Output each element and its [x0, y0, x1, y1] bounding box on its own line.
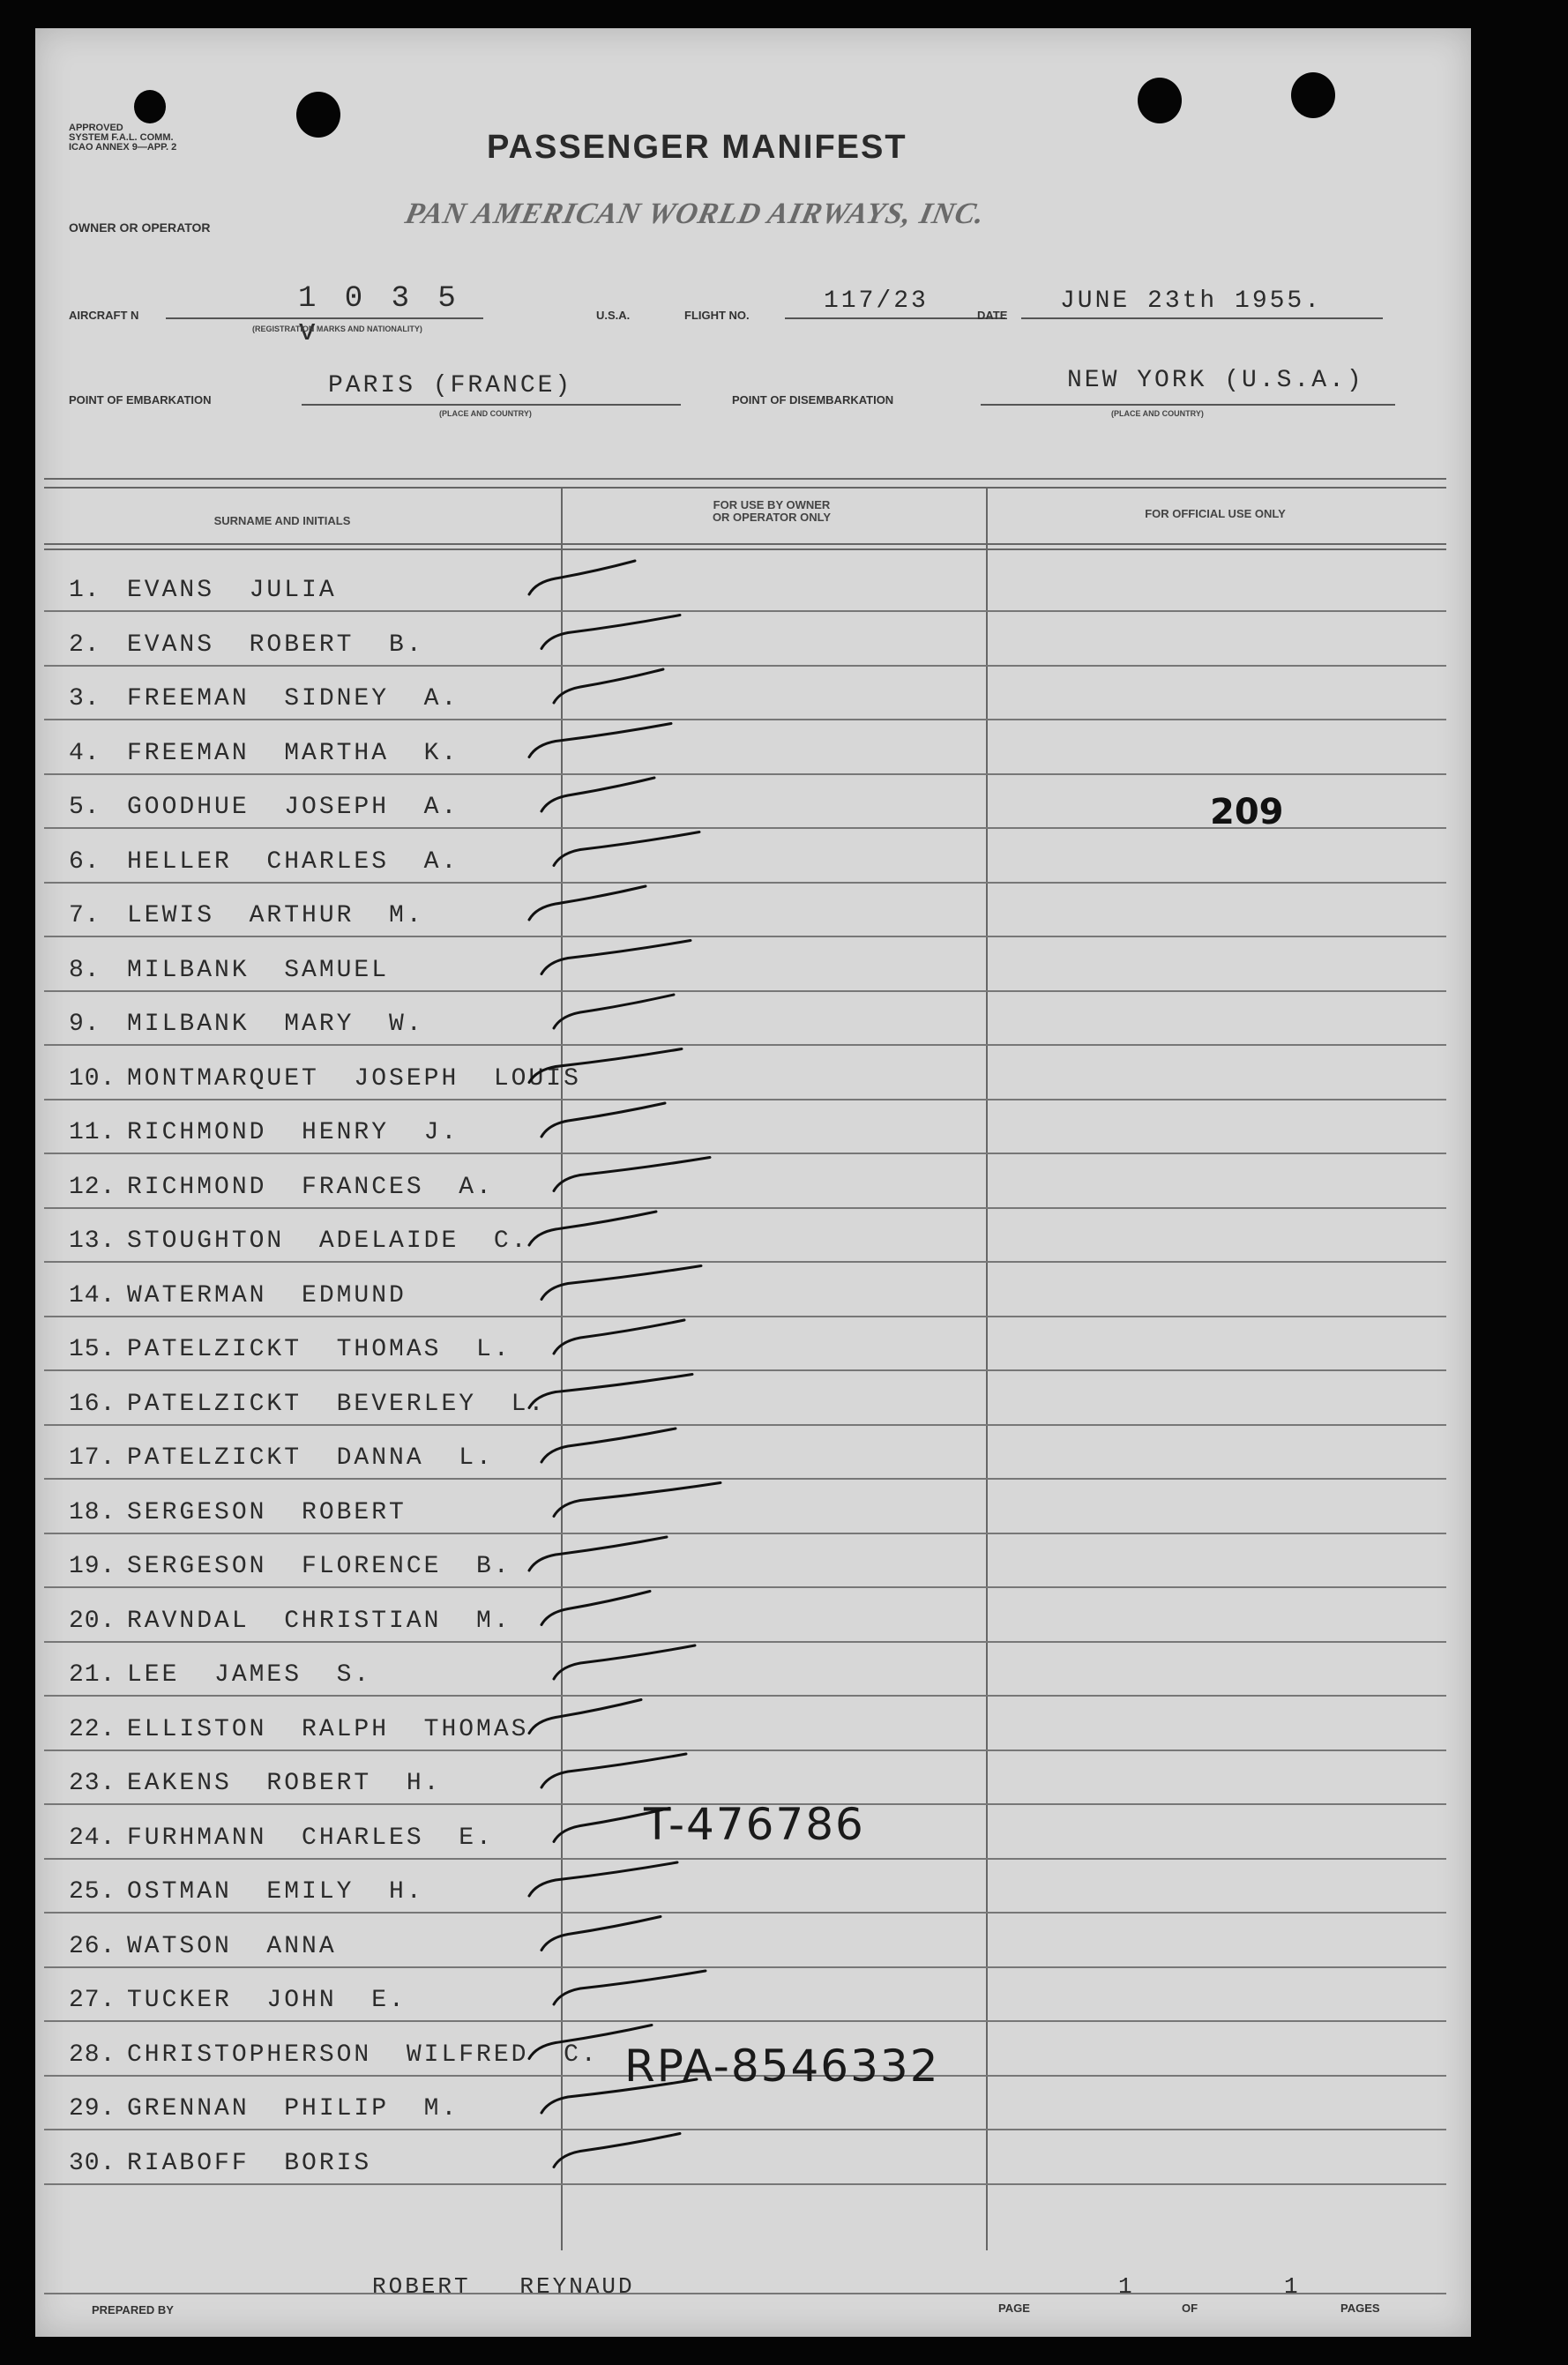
embark-label: POINT OF EMBARKATION [69, 393, 212, 407]
passenger-number: 6. [69, 847, 101, 876]
check-mark [529, 561, 635, 594]
flight-no-value: 117/23 [824, 287, 929, 315]
passenger-name: SERGESON ROBERT [127, 1498, 407, 1526]
column-header-official: FOR OFFICIAL USE ONLY [1145, 507, 1286, 520]
check-mark [529, 2026, 652, 2059]
passenger-number: 4. [69, 739, 101, 767]
passenger-number: 25. [69, 1878, 116, 1906]
passenger-number: 7. [69, 902, 101, 929]
passenger-name: SERGESON FLORENCE B. [127, 1553, 511, 1580]
passenger-name: CHRISTOPHERSON WILFRED C. [127, 2040, 599, 2069]
passenger-number: 10. [69, 1064, 116, 1093]
check-mark [529, 1375, 692, 1408]
check-mark [541, 1917, 661, 1951]
aircraft-value: 1 0 3 5 v [298, 282, 461, 349]
check-mark [541, 1266, 701, 1300]
passenger-name: RAVNDAL CHRISTIAN M. [127, 1607, 511, 1635]
date-value: JUNE 23th 1955. [1060, 287, 1323, 315]
passenger-name: MILBANK SAMUEL [127, 956, 390, 984]
passenger-name: PATELZICKT DANNA L. [127, 1444, 494, 1472]
passenger-number: 1. [69, 577, 101, 604]
passenger-number: 23. [69, 1770, 116, 1797]
passenger-name: OSTMAN EMILY H. [127, 1878, 424, 1906]
approval-line: ICAO ANNEX 9—APP. 2 [69, 142, 177, 153]
page-label: PAGE [998, 2302, 1030, 2315]
passenger-name: EAKENS ROBERT H. [127, 1770, 442, 1797]
check-mark [541, 615, 680, 649]
check-mark [554, 1483, 721, 1517]
check-mark [554, 995, 674, 1028]
passenger-number: 11. [69, 1119, 116, 1146]
passenger-number: 26. [69, 1932, 116, 1960]
check-mark [541, 778, 654, 811]
check-mark [529, 1049, 682, 1083]
check-mark [554, 1971, 706, 2004]
of-value: 1 [1284, 2273, 1301, 2300]
passenger-name: EVANS JULIA [127, 577, 337, 604]
column-header-operator-line: OR OPERATOR ONLY [712, 511, 832, 524]
column-header-names: SURNAME AND INITIALS [213, 514, 351, 527]
passenger-name: FURHMANN CHARLES E. [127, 1824, 494, 1852]
passenger-number: 2. [69, 630, 101, 659]
passenger-name: MILBANK MARY W. [127, 1011, 424, 1038]
passenger-number: 16. [69, 1390, 116, 1418]
disembark-label: POINT OF DISEMBARKATION [732, 393, 894, 407]
check-mark [554, 2134, 680, 2167]
passenger-number: 30. [69, 2149, 116, 2177]
passenger-name: RICHMOND FRANCES A. [127, 1173, 494, 1201]
passenger-name: LEE JAMES S. [127, 1661, 372, 1689]
passenger-name: RIABOFF BORIS [127, 2149, 372, 2177]
passenger-number: 21. [69, 1661, 116, 1689]
owner-label: OWNER OR OPERATOR [69, 220, 211, 235]
passenger-number: 24. [69, 1824, 116, 1852]
passenger-number: 5. [69, 794, 101, 821]
passenger-number: 8. [69, 956, 101, 984]
flight-no-label: FLIGHT NO. [684, 309, 750, 322]
check-mark [529, 1537, 667, 1570]
disembark-value: NEW YORK (U.S.A.) [1067, 367, 1364, 394]
country-label: U.S.A. [596, 309, 631, 322]
check-mark [554, 1158, 710, 1191]
passenger-number: 13. [69, 1227, 116, 1255]
passenger-name: EVANS ROBERT B. [127, 630, 424, 659]
passenger-number: 12. [69, 1173, 116, 1201]
prepared-label: PREPARED BY [92, 2303, 174, 2317]
passenger-name: RICHMOND HENRY J. [127, 1119, 459, 1146]
operator-name: PAN AMERICAN WORLD AIRWAYS, INC. [402, 198, 989, 230]
check-mark [541, 1592, 650, 1625]
passenger-name: GOODHUE JOSEPH A. [127, 794, 459, 821]
aircraft-label: AIRCRAFT N [69, 309, 139, 322]
approval-line: SYSTEM F.A.L. COMM. [69, 132, 174, 143]
of-label: OF [1182, 2302, 1198, 2315]
passenger-name: WATERMAN EDMUND [127, 1281, 407, 1309]
manifest-sheet [35, 28, 1471, 2337]
passenger-name: PATELZICKT BEVERLEY L. [127, 1390, 547, 1418]
passenger-name: FREEMAN MARTHA K. [127, 739, 459, 767]
passenger-number: 20. [69, 1607, 116, 1635]
check-mark [554, 1809, 669, 1842]
column-header-operator-line: FOR USE BY OWNER [713, 498, 831, 511]
passenger-number: 9. [69, 1011, 101, 1038]
passenger-name: MONTMARQUET JOSEPH LOUIS [127, 1064, 581, 1093]
check-mark [529, 1700, 641, 1734]
embark-value: PARIS (FRANCE) [328, 372, 573, 399]
check-mark [541, 1429, 676, 1462]
check-mark [529, 1862, 677, 1896]
check-mark [541, 1754, 686, 1787]
passenger-number: 15. [69, 1336, 116, 1363]
prepared-value: ROBERT REYNAUD [372, 2273, 635, 2300]
passenger-name: FREEMAN SIDNEY A. [127, 685, 459, 712]
check-mark [554, 832, 699, 866]
page-title: PASSENGER MANIFEST [487, 129, 907, 166]
check-mark [554, 1645, 695, 1679]
passenger-number: 3. [69, 685, 101, 712]
official-stamp: 209 [1210, 792, 1284, 832]
handwritten-note: T-476786 [644, 1799, 865, 1850]
passenger-number: 14. [69, 1281, 116, 1309]
passenger-number: 28. [69, 2040, 116, 2069]
check-mark [554, 669, 663, 703]
embark-sub: (PLACE AND COUNTRY) [439, 409, 532, 418]
passenger-number: 29. [69, 2095, 116, 2123]
passenger-name: LEWIS ARTHUR M. [127, 902, 424, 929]
passenger-name: PATELZICKT THOMAS L. [127, 1336, 511, 1363]
passenger-name: HELLER CHARLES A. [127, 847, 459, 876]
passenger-name: GRENNAN PHILIP M. [127, 2095, 459, 2123]
check-mark [541, 1103, 665, 1137]
passenger-name: STOUGHTON ADELAIDE C. [127, 1227, 529, 1255]
footer-rule [44, 2293, 1446, 2294]
disembark-sub: (PLACE AND COUNTRY) [1111, 409, 1204, 418]
page-value: 1 [1118, 2273, 1135, 2300]
passenger-name: ELLISTON RALPH THOMAS [127, 1715, 529, 1743]
approval-line: APPROVED [69, 123, 123, 133]
passenger-name: TUCKER JOHN E. [127, 1987, 407, 2014]
passenger-number: 18. [69, 1498, 116, 1526]
date-label: DATE [977, 309, 1008, 322]
check-mark [541, 2079, 697, 2113]
passenger-number: 17. [69, 1444, 116, 1472]
pages-label: PAGES [1340, 2302, 1380, 2315]
check-mark [541, 941, 691, 974]
passenger-number: 19. [69, 1553, 116, 1580]
passenger-number: 27. [69, 1987, 116, 2014]
check-mark [529, 724, 671, 757]
handwritten-note: RPA-8546332 [624, 2040, 940, 2092]
aircraft-sub: (REGISTRATION MARKS AND NATIONALITY) [252, 325, 422, 333]
passenger-number: 22. [69, 1715, 116, 1743]
check-mark [529, 1212, 656, 1245]
check-mark [554, 1320, 684, 1354]
passenger-name: WATSON ANNA [127, 1932, 337, 1960]
check-mark [529, 886, 646, 920]
check-marks [35, 28, 1471, 2337]
